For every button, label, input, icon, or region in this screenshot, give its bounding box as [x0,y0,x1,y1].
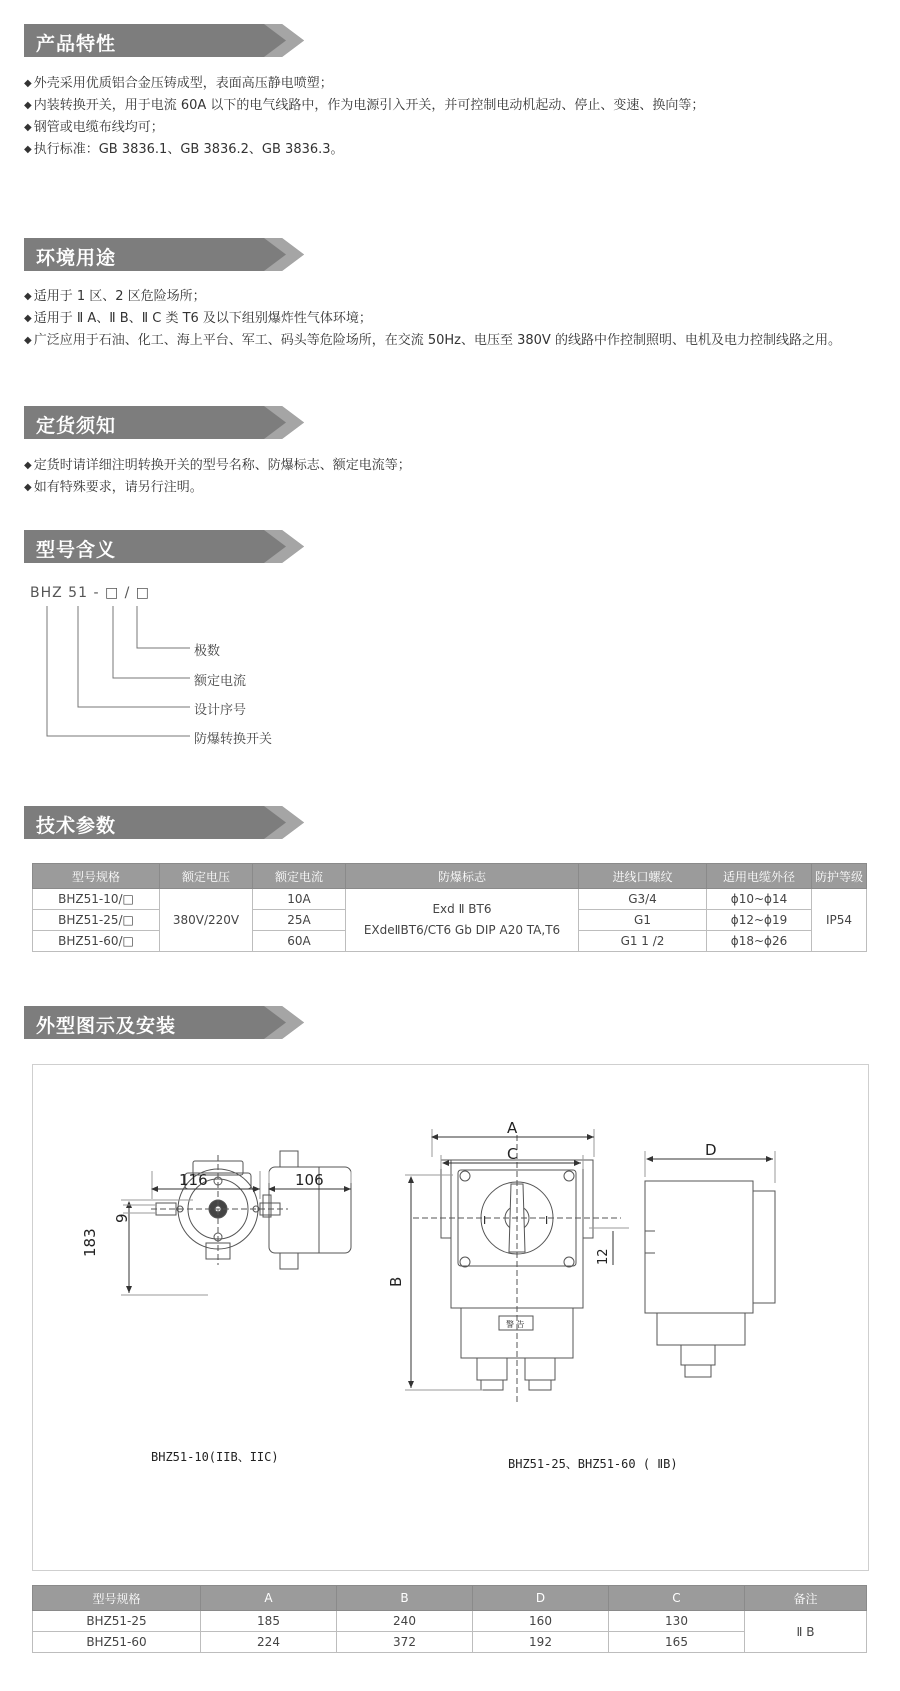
cell-thread: G1 [579,910,707,931]
list-item: ◆ 定货时请详细注明转换开关的型号名称、防爆标志、额定电流等； [24,455,411,477]
cell-current: 60A [253,931,346,952]
list-item: ◆ 适用于 1 区、2 区危险场所； [24,286,841,308]
cell-model: BHZ51-25 [33,1611,201,1632]
small-switch-side-view [263,1151,351,1269]
column-header: B [337,1586,473,1611]
cell-a: 185 [201,1611,337,1632]
switch-mark-left: I [483,1214,487,1227]
figure-caption-left: BHZ51-10(IIB、IIC) [151,1450,279,1464]
column-header: C [609,1586,745,1611]
dim-label-106: 106 [295,1171,324,1189]
table-row [33,1632,867,1653]
column-header: 进线口螺纹 [579,864,707,889]
section-title: 定货须知 [36,415,117,437]
small-switch-front-view [151,1155,288,1265]
section-title: 产品特性 [36,33,117,55]
dim-label-c: C [507,1145,518,1163]
cell-model: BHZ51-60/□ [33,931,160,952]
cell-model: BHZ51-10/□ [33,889,160,910]
section-header-tech [24,806,304,839]
dim-label-9: 9 [113,1213,131,1223]
cell-current: 25A [253,910,346,931]
cell-d: 160 [473,1611,609,1632]
column-header: 额定电压 [160,864,253,889]
cell-current: 10A [253,889,346,910]
cell-ip: IP54 [812,889,867,952]
list-item: ◆ 执行标准：GB 3836.1、GB 3836.2、GB 3836.3。 [24,139,704,161]
model-part-type: 防爆转换开关 [194,732,273,747]
outline-figure-frame [32,1064,869,1571]
cell-thread: G1 1 /2 [579,931,707,952]
section-header-outline [24,1006,304,1039]
dim-label-12: 12 [596,1248,611,1265]
list-item: ◆ 如有特殊要求，请另行注明。 [24,477,411,499]
list-item: ◆ 适用于 Ⅱ A、Ⅱ B、Ⅱ C 类 T6 及以下组别爆炸性气体环境； [24,308,841,330]
model-code: BHZ 51 - □ / □ [30,585,151,601]
model-code-leaders [0,0,900,760]
column-header: 型号规格 [33,1586,201,1611]
table-row [33,889,867,910]
warning-plate-text: 警 告 [506,1320,525,1329]
cell-b: 372 [337,1632,473,1653]
dim-label-183: 183 [81,1228,99,1257]
column-header: D [473,1586,609,1611]
column-header: 型号规格 [33,864,160,889]
cell-cable: ϕ10~ϕ14 [707,889,812,910]
column-header: 防爆标志 [346,864,579,889]
cell-cable: ϕ18~ϕ26 [707,931,812,952]
column-header: 额定电流 [253,864,346,889]
outline-drawing [33,1065,868,1570]
ex-mark-line: EXdeⅡBT6/CT6 Gb DIP A20 TA,T6 [363,923,561,937]
cell-thread: G3/4 [579,889,707,910]
dim-label-d: D [705,1141,717,1159]
section-title: 技术参数 [36,815,117,837]
large-switch-side-view [645,1181,775,1377]
cell-b: 240 [337,1611,473,1632]
column-header: 备注 [745,1586,867,1611]
table-row [33,1611,867,1632]
model-part-series: 设计序号 [194,703,247,718]
cell-model: BHZ51-25/□ [33,910,160,931]
cell-a: 224 [201,1632,337,1653]
section-title: 外型图示及安装 [36,1015,177,1037]
tech-params-table [32,863,867,952]
cell-model: BHZ51-60 [33,1632,201,1653]
column-header: A [201,1586,337,1611]
cell-cable: ϕ12~ϕ19 [707,910,812,931]
cell-c: 165 [609,1632,745,1653]
list-item: ◆ 钢管或电缆布线均可； [24,117,704,139]
list-item: ◆ 外壳采用优质铝合金压铸成型，表面高压静电喷塑； [24,73,704,95]
table-header-row [33,864,867,889]
dimension-table [32,1585,867,1653]
model-part-current: 额定电流 [194,674,247,689]
list-item: ◆ 广泛应用于石油、化工、海上平台、军工、码头等危险场所，在交流 50Hz、电压至 380V 的线路中作控制照明、电机及电力控制线路之用。 [24,330,841,352]
cell-d: 192 [473,1632,609,1653]
cell-remark: Ⅱ B [745,1611,867,1653]
section-title: 环境用途 [36,247,117,269]
model-part-poles: 极数 [194,644,221,659]
column-header: 防护等级 [812,864,867,889]
figure-caption-right: BHZ51-25、BHZ51-60 ( ⅡB) [508,1457,678,1471]
cell-ex-mark [346,889,579,952]
dim-label-116: 116 [179,1171,208,1189]
table-header-row [33,1586,867,1611]
column-header: 适用电缆外径 [707,864,812,889]
cell-voltage: 380V/220V [160,889,253,952]
dim-label-b: B [387,1276,405,1287]
list-item: ◆ 内装转换开关，用于电流 60A 以下的电气线路中，作为电源引入开关，并可控制电动机起动、停止、变速、换向等； [24,95,704,117]
cell-c: 130 [609,1611,745,1632]
section-title: 型号含义 [36,539,117,561]
switch-mark-right: I [545,1214,549,1227]
ex-mark-line: Exd Ⅱ BT6 [432,902,492,916]
dim-label-a: A [507,1119,518,1137]
